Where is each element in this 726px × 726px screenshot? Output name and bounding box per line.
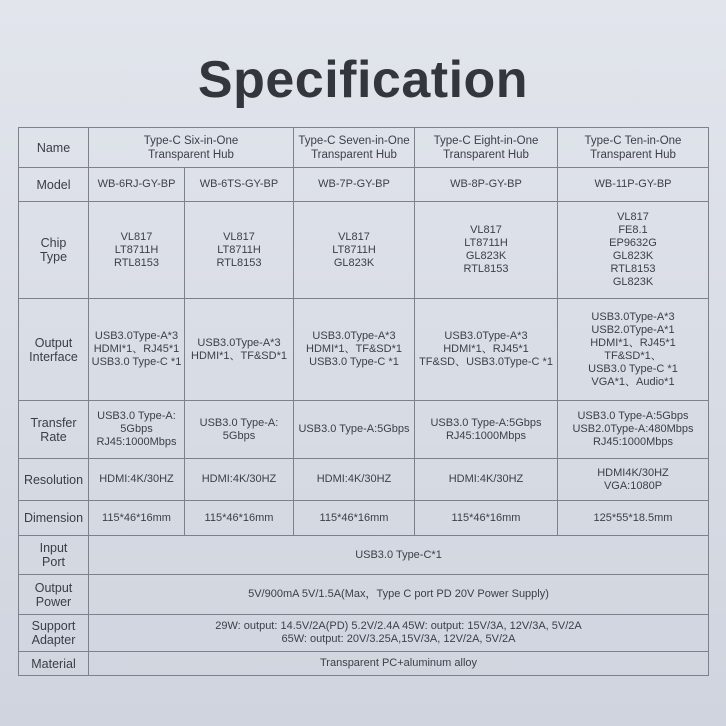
cell: USB3.0 Type-A:5Gbps USB2.0Type-A:480Mbps RJ45:1000Mbps [558, 401, 709, 459]
row-label-output-power: Output Power [19, 575, 89, 615]
cell: 115*46*16mm [415, 501, 558, 536]
table-row-output-power [19, 575, 709, 615]
cell: HDMI4K/30HZ VGA:1080P [558, 459, 709, 501]
cell: 115*46*16mm [185, 501, 294, 536]
cell: USB3.0Type-A*3 HDMI*1、RJ45*1 USB3.0 Type-C *1 [89, 299, 185, 401]
cell: USB3.0Type-A*3 HDMI*1、TF&SD*1 USB3.0 Type-C *1 [294, 299, 415, 401]
cell: USB3.0Type-A*3 USB2.0Type-A*1 HDMI*1、RJ45*1 TF&SD*1、 USB3.0 Type-C *1 VGA*1、Audio*1 [558, 299, 709, 401]
cell: USB3.0 Type-A: 5Gbps [185, 401, 294, 459]
page-title: Specification [197, 51, 529, 109]
cell: USB3.0 Type-A:5Gbps RJ45:1000Mbps [415, 401, 558, 459]
cell: HDMI:4K/30HZ [89, 459, 185, 501]
table-row-model [19, 168, 709, 202]
cell: VL817 LT8711H GL823K RTL8153 [415, 202, 558, 299]
row-label-support-adapter: Support Adapter [19, 615, 89, 652]
cell: VL817 FE8.1 EP9632G GL823K RTL8153 GL823K [558, 202, 709, 299]
cell: USB3.0 Type-A: 5Gbps RJ45:1000Mbps [89, 401, 185, 459]
cell: VL817 LT8711H RTL8153 [89, 202, 185, 299]
spec-table [18, 127, 709, 676]
row-label-model: Model [19, 168, 89, 202]
table-row-support-adapter [19, 615, 709, 652]
row-label-chip-type: Chip Type [19, 202, 89, 299]
cell: WB-11P-GY-BP [558, 168, 709, 202]
table-row-chip-type [19, 202, 709, 299]
cell: WB-6RJ-GY-BP [89, 168, 185, 202]
cell: WB-8P-GY-BP [415, 168, 558, 202]
cell: 125*55*18.5mm [558, 501, 709, 536]
table-row-material [19, 652, 709, 676]
cell: VL817 LT8711H GL823K [294, 202, 415, 299]
row-label-transfer-rate: Transfer Rate [19, 401, 89, 459]
cell: HDMI:4K/30HZ [415, 459, 558, 501]
product-name-eight: Type-C Eight-in-One Transparent Hub [415, 128, 558, 168]
row-label-input-port: Input Port [19, 536, 89, 575]
table-row-name [19, 128, 709, 168]
product-name-ten: Type-C Ten-in-One Transparent Hub [558, 128, 709, 168]
cell: USB3.0Type-A*3 HDMI*1、RJ45*1 TF&SD、USB3.0Type-C *1 [415, 299, 558, 401]
cell: USB3.0 Type-C*1 [89, 536, 709, 575]
cell: HDMI:4K/30HZ [294, 459, 415, 501]
cell: 115*46*16mm [89, 501, 185, 536]
row-label-dimension: Dimension [19, 501, 89, 536]
row-label-name: Name [19, 128, 89, 168]
cell: 5V/900mA 5V/1.5A(Max，Type C port PD 20V Power Supply) [89, 575, 709, 615]
table-row-input-port [19, 536, 709, 575]
cell: USB3.0 Type-A:5Gbps [294, 401, 415, 459]
cell: 115*46*16mm [294, 501, 415, 536]
cell: WB-7P-GY-BP [294, 168, 415, 202]
table-row-resolution [19, 459, 709, 501]
product-name-six: Type-C Six-in-One Transparent Hub [89, 128, 294, 168]
table-row-dimension [19, 501, 709, 536]
row-label-resolution: Resolution [19, 459, 89, 501]
cell: 29W: output: 14.5V/2A(PD) 5.2V/2.4A 45W: output: 15V/3A, 12V/3A, 5V/2A 65W: output: 20V/3.25A,15V/3A, 12V/2A, 5V/2A [89, 615, 709, 652]
table-row-transfer-rate [19, 401, 709, 459]
table-row-output-interface [19, 299, 709, 401]
row-label-material: Material [19, 652, 89, 676]
cell: WB-6TS-GY-BP [185, 168, 294, 202]
cell: USB3.0Type-A*3 HDMI*1、TF&SD*1 [185, 299, 294, 401]
product-name-seven: Type-C Seven-in-One Transparent Hub [294, 128, 415, 168]
row-label-output-interface: Output Interface [19, 299, 89, 401]
cell: Transparent PC+aluminum alloy [89, 652, 709, 676]
cell: VL817 LT8711H RTL8153 [185, 202, 294, 299]
cell: HDMI:4K/30HZ [185, 459, 294, 501]
